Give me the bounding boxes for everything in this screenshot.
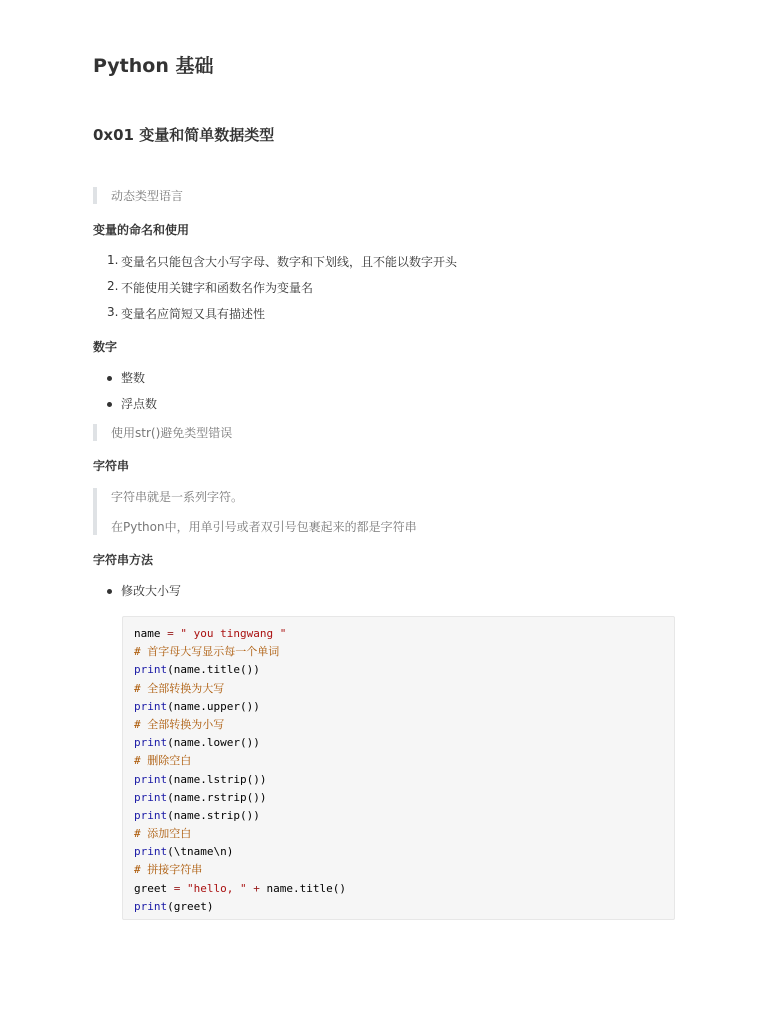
- string-methods-heading: 字符串方法: [93, 553, 154, 567]
- code-line: name = " you tingwang ": [134, 627, 287, 640]
- code-line: print(name.rstrip()): [134, 790, 267, 804]
- string-methods-list: [93, 582, 181, 608]
- code-line: greet = "hello, " + name.title(): [134, 881, 346, 895]
- quote-text: 字符串就是一系列字符。: [111, 490, 244, 504]
- numbers-heading: 数字: [93, 340, 118, 354]
- numbers-list: [93, 369, 157, 421]
- code-line: print(\tname\n): [134, 845, 234, 859]
- naming-list: [93, 253, 457, 331]
- list-item: 1. 变量名只能包含大小写字母、数字和下划线，且不能以数字开头: [107, 253, 458, 269]
- quote-text: 动态类型语言: [111, 189, 184, 203]
- bullet-icon: [107, 376, 112, 381]
- strings-heading: 字符串: [93, 459, 130, 473]
- list-item: 2. 不能使用关键字和函数名作为变量名: [107, 279, 314, 295]
- code-comment: # 删除空白: [134, 754, 192, 768]
- quote-text: 在Python中，用单引号或者双引号包裹起来的都是字符串: [111, 520, 417, 534]
- page-title: Python 基础: [93, 55, 214, 77]
- code-line: print(name.lstrip()): [134, 772, 267, 786]
- code-line: print(name.title()): [134, 663, 260, 677]
- code-block: [122, 616, 675, 920]
- list-item: 3. 变量名应简短又具有描述性: [107, 305, 266, 321]
- list-item: 整数: [93, 369, 157, 395]
- code-line: print(name.strip()): [134, 808, 260, 822]
- bullet-icon: [107, 589, 112, 594]
- section-heading: 0x01 变量和简单数据类型: [93, 126, 275, 144]
- list-item: 浮点数: [93, 395, 157, 421]
- naming-heading: 变量的命名和使用: [93, 223, 190, 237]
- blockquote-strings: [93, 488, 417, 535]
- blockquote-dynamic: [93, 187, 183, 204]
- bullet-icon: [107, 402, 112, 407]
- blockquote-str: [93, 424, 232, 441]
- code-line: print(greet): [134, 899, 214, 913]
- code-comment: # 全部转换为大写: [134, 681, 225, 695]
- code-line: print(name.upper()): [134, 699, 260, 713]
- code-comment: # 首字母大写显示每一个单词: [134, 645, 280, 659]
- code-comment: # 拼接字符串: [134, 863, 203, 877]
- code-comment: # 全部转换为小写: [134, 717, 225, 731]
- list-item: 修改大小写: [93, 582, 181, 608]
- quote-text: 使用str()避免类型错误: [111, 426, 233, 440]
- code-line: print(name.lower()): [134, 736, 260, 750]
- code-comment: # 添加空白: [134, 827, 192, 841]
